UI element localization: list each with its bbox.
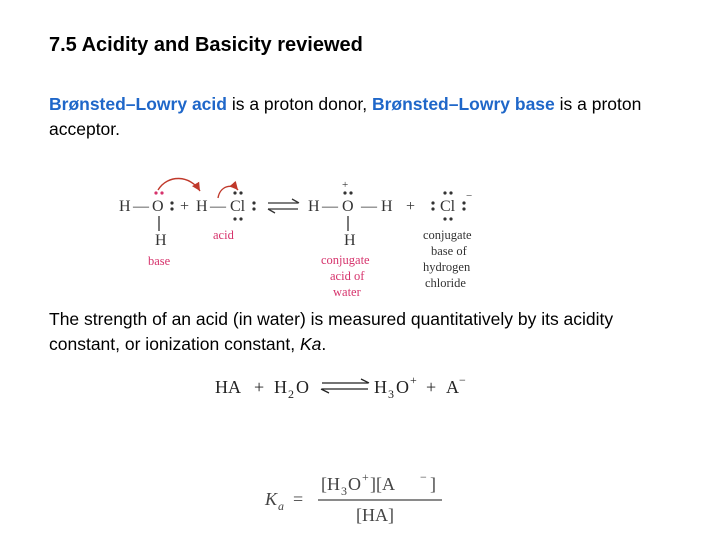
ka-num-plus: + (362, 470, 369, 484)
ka-sub-a: a (278, 499, 284, 513)
acidity-paragraph (49, 307, 689, 357)
hydronium-h-left: H (308, 198, 320, 215)
hcl-cl: Cl (230, 198, 246, 215)
hcl-h: H (196, 198, 208, 215)
water-h-bottom: H (155, 232, 167, 249)
label-acid: acid (213, 228, 234, 242)
lone-pair-dot (449, 217, 452, 220)
lone-pair-dot (431, 201, 434, 204)
lone-pair-dot (252, 201, 255, 204)
lone-pair-dot (443, 217, 446, 220)
ka-equals: = (293, 489, 304, 509)
hydronium-h-right: H (381, 198, 393, 215)
lone-pair-dot (170, 201, 173, 204)
ka-num-a: ][A (370, 474, 395, 494)
lone-pair-dot (233, 217, 236, 220)
acidity-period: . (321, 334, 327, 354)
page-title: 7.5 Acidity and Basicity reviewed (49, 34, 363, 56)
ka-num-h: [H (321, 474, 340, 494)
eq-sup-plus: + (410, 373, 417, 387)
lone-pair-dot (349, 191, 352, 194)
electron-arrow-1 (158, 178, 200, 191)
hydronium-oxygen: O (342, 198, 354, 215)
plus-2: + (406, 198, 416, 215)
intro-text-2: is a proton acceptor. (49, 94, 642, 139)
label-conj-base-2: base of (431, 244, 467, 258)
eq-a: A (446, 377, 459, 397)
intro-text-1: is a proton donor, (226, 94, 372, 114)
label-conj-base-1: conjugate (423, 228, 472, 242)
hcl-bond: — (210, 198, 226, 215)
label-conj-acid-3: water (333, 285, 361, 299)
eq-h3o-h: H (374, 377, 387, 397)
hydronium-h-bottom: H (344, 232, 356, 249)
ka-num-o: O (348, 474, 361, 494)
label-base: base (148, 254, 171, 268)
eq-plus-2: + (426, 377, 437, 397)
ka-num-minus: − (420, 470, 427, 484)
ka-denominator: [HA] (356, 505, 394, 525)
lone-pair-dot (252, 207, 255, 210)
lone-pair-dot (343, 191, 346, 194)
eq-h3o-o: O (396, 377, 409, 397)
acidity-text: The strength of an acid (in water) is measured quantitatively by its acidity constant, or ionization constant, (49, 309, 614, 354)
label-conj-acid-1: conjugate (321, 253, 370, 267)
ka-k: K (265, 489, 278, 509)
chloride-charge: − (466, 190, 473, 202)
hydronium-bond-left: — (322, 198, 338, 215)
water-h-left: H (119, 198, 131, 215)
label-conj-base-4: chloride (425, 276, 466, 290)
ka-italic: Ka (299, 334, 322, 354)
plus-1: + (180, 198, 190, 215)
ka-num-close: ] (430, 474, 436, 494)
bronsted-acid-term: Brønsted–Lowry acid (49, 94, 227, 114)
ka-num-3: 3 (341, 484, 347, 498)
eq-sub-2: 2 (288, 387, 294, 401)
lone-pair-dot (160, 191, 163, 194)
lone-pair-dot (239, 191, 242, 194)
lone-pair-dot (154, 191, 157, 194)
lone-pair-dot (462, 207, 465, 210)
eq-ha: HA (215, 377, 241, 397)
eq-o: O (296, 377, 309, 397)
lone-pair-dot (233, 191, 236, 194)
lone-pair-dot (239, 217, 242, 220)
water-bond-left: — (133, 198, 149, 215)
lone-pair-dot (443, 191, 446, 194)
label-conj-base-3: hydrogen (423, 260, 471, 274)
eq-sup-minus: − (459, 373, 466, 387)
bronsted-base-term: Brønsted–Lowry base (371, 94, 555, 114)
label-conj-acid-2: acid of (330, 269, 365, 283)
hydronium-charge: + (342, 179, 349, 191)
water-oxygen: O (152, 198, 164, 215)
lone-pair-dot (170, 207, 173, 210)
hydronium-bond-right: — (361, 198, 377, 215)
lone-pair-dot (462, 201, 465, 204)
lone-pair-dot (449, 191, 452, 194)
lone-pair-dot (431, 207, 434, 210)
eq-sub-3: 3 (388, 387, 394, 401)
eq-h: H (274, 377, 287, 397)
eq-plus-1: + (254, 377, 265, 397)
chloride-cl: Cl (440, 198, 456, 215)
